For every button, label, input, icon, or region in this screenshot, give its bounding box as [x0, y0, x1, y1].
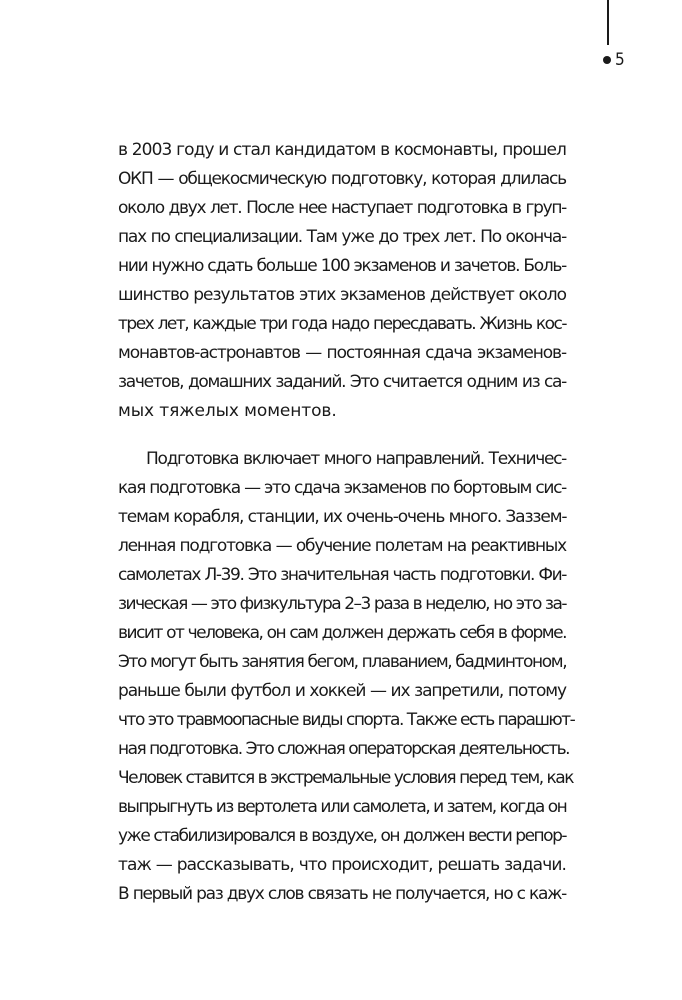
text-line: зическая — это физкультура 2–3 раза в неделю, но это за- [118, 594, 566, 614]
text-line: ОКП — общекосмическую подготовку, которая длилась [118, 169, 566, 189]
text-line: монавтов-астронавтов — постоянная сдача экзаменов- [118, 343, 566, 363]
paragraph-2 [118, 445, 575, 909]
text-line: зачетов, домашних заданий. Это считается одним из са- [118, 372, 566, 392]
text-line: выпрыгнуть из вертолета или самолета, и затем, когда он [118, 797, 567, 817]
text-line: кая подготовка — это сдача экзаменов по бортовым сис- [118, 478, 566, 498]
text-line: таж — рассказывать, что происходит, решать задачи. [118, 855, 566, 875]
page-marker-dot [603, 56, 611, 64]
text-line: Подготовка включает много направлений. Техничес- [146, 449, 566, 469]
text-line: пах по специализации. Там уже до трех лет. По оконча- [118, 227, 566, 247]
text-line: В первый раз двух слов связать не получается, но с каж- [118, 884, 566, 904]
text-line: нии нужно сдать больше 100 экзаменов и зачетов. Боль- [118, 256, 566, 276]
text-line: около двух лет. После нее наступает подготовка в груп- [118, 198, 566, 218]
text-line: трех лет, каждые три года надо пересдавать. Жизнь кос- [118, 314, 566, 334]
text-line: мых тяжелых моментов. [118, 401, 337, 421]
paragraph-1 [118, 136, 566, 426]
text-line: Это могут быть занятия бегом, плаванием, бадминтоном, [118, 652, 567, 672]
header-rule [607, 0, 609, 45]
text-line: что это травмоопасные виды спорта. Также есть парашют- [118, 710, 575, 730]
text-line: ленная подготовка — обучение полетам на реактивных [118, 536, 566, 556]
page-number: 5 [615, 50, 625, 70]
text-line: Человек ставится в экстремальные условия перед тем, как [118, 768, 573, 788]
text-line: раньше были футбол и хоккей — их запретили, потому [118, 681, 566, 701]
text-line: самолетах Л-39. Это значительная часть подготовки. Фи- [118, 565, 566, 585]
text-line: уже стабилизировался в воздухе, он должен вести репор- [118, 826, 566, 846]
text-line: темам корабля, станции, их очень-очень много. Заззем- [118, 507, 567, 527]
text-line: висит от человека, он сам должен держать себя в форме. [118, 623, 566, 643]
text-line: ная подготовка. Это сложная операторская деятельность. [118, 739, 570, 759]
text-line: в 2003 году и стал кандидатом в космонавты, прошел [118, 140, 566, 160]
text-line: шинство результатов этих экзаменов действует около [118, 285, 566, 305]
